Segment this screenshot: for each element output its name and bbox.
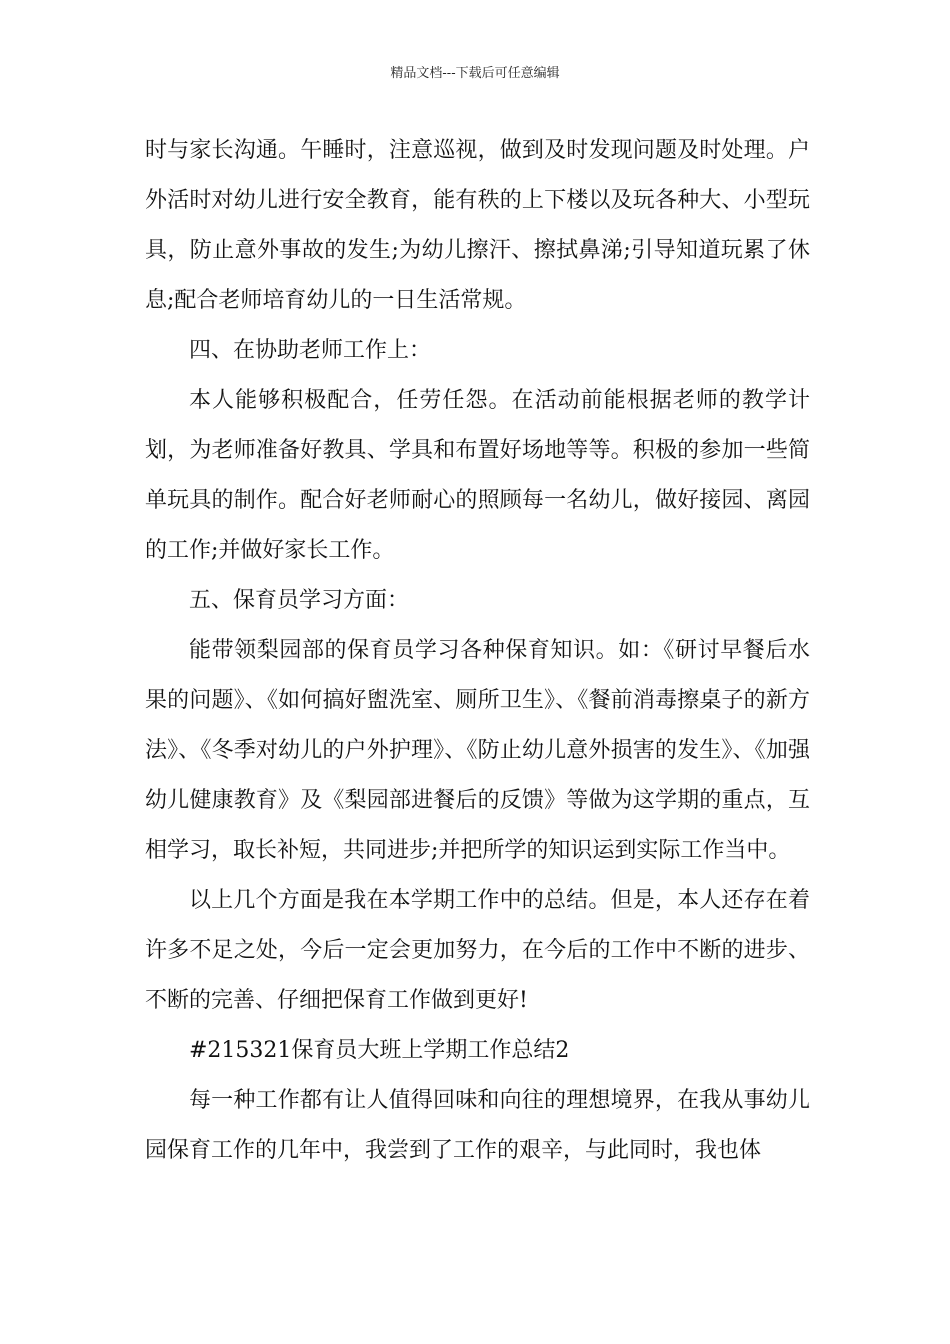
paragraph: 本人能够积极配合，任劳任怨。在活动前能根据老师的教学计划，为老师准备好教具、学具和布置好场地等等。积极的参加一些简单玩具的制作。配合好老师耐心的照顾每一名幼儿，做好接园、离园的工作;并做好家长工作。 — [145, 388, 810, 563]
paragraph: 每一种工作都有让人值得回味和向往的理想境界，在我从事幼儿园保育工作的几年中，我尝到了工作的艰辛，与此同时，我也体 — [145, 1088, 810, 1163]
document-subtitle: #215321保育员大班上学期工作总结2 — [189, 1038, 570, 1063]
page-header: 精品文档---下载后可任意编辑 — [390, 66, 560, 81]
section-heading-5: 五、保育员学习方面： — [189, 588, 410, 613]
section-heading-4: 四、在协助老师工作上： — [189, 338, 432, 363]
paragraph-continuation: 时与家长沟通。午睡时，注意巡视，做到及时发现问题及时处理。户外活时对幼儿进行安全教育，能有秩的上下楼以及玩各种大、小型玩具，防止意外事故的发生;为幼儿擦汗、擦拭鼻涕;引导知道玩累了休息;配合老师培育幼儿的一日生活常规。 — [145, 138, 810, 313]
document-body — [145, 126, 810, 1176]
paragraph: 以上几个方面是我在本学期工作中的总结。但是，本人还存在着许多不足之处，今后一定会更加努力，在今后的工作中不断的进步、不断的完善、仔细把保育工作做到更好! — [145, 888, 810, 1013]
paragraph: 能带领梨园部的保育员学习各种保育知识。如：《研讨早餐后水果的问题》、《如何搞好盥洗室、厕所卫生》、《餐前消毒擦桌子的新方法》、《冬季对幼儿的户外护理》、《防止幼儿意外损害的发生》、《加强幼儿健康教育》及《梨园部进餐后的反馈》等做为这学期的重点，互相学习，取长补短，共同进步;并把所学的知识运到实际工作当中。 — [145, 638, 810, 863]
